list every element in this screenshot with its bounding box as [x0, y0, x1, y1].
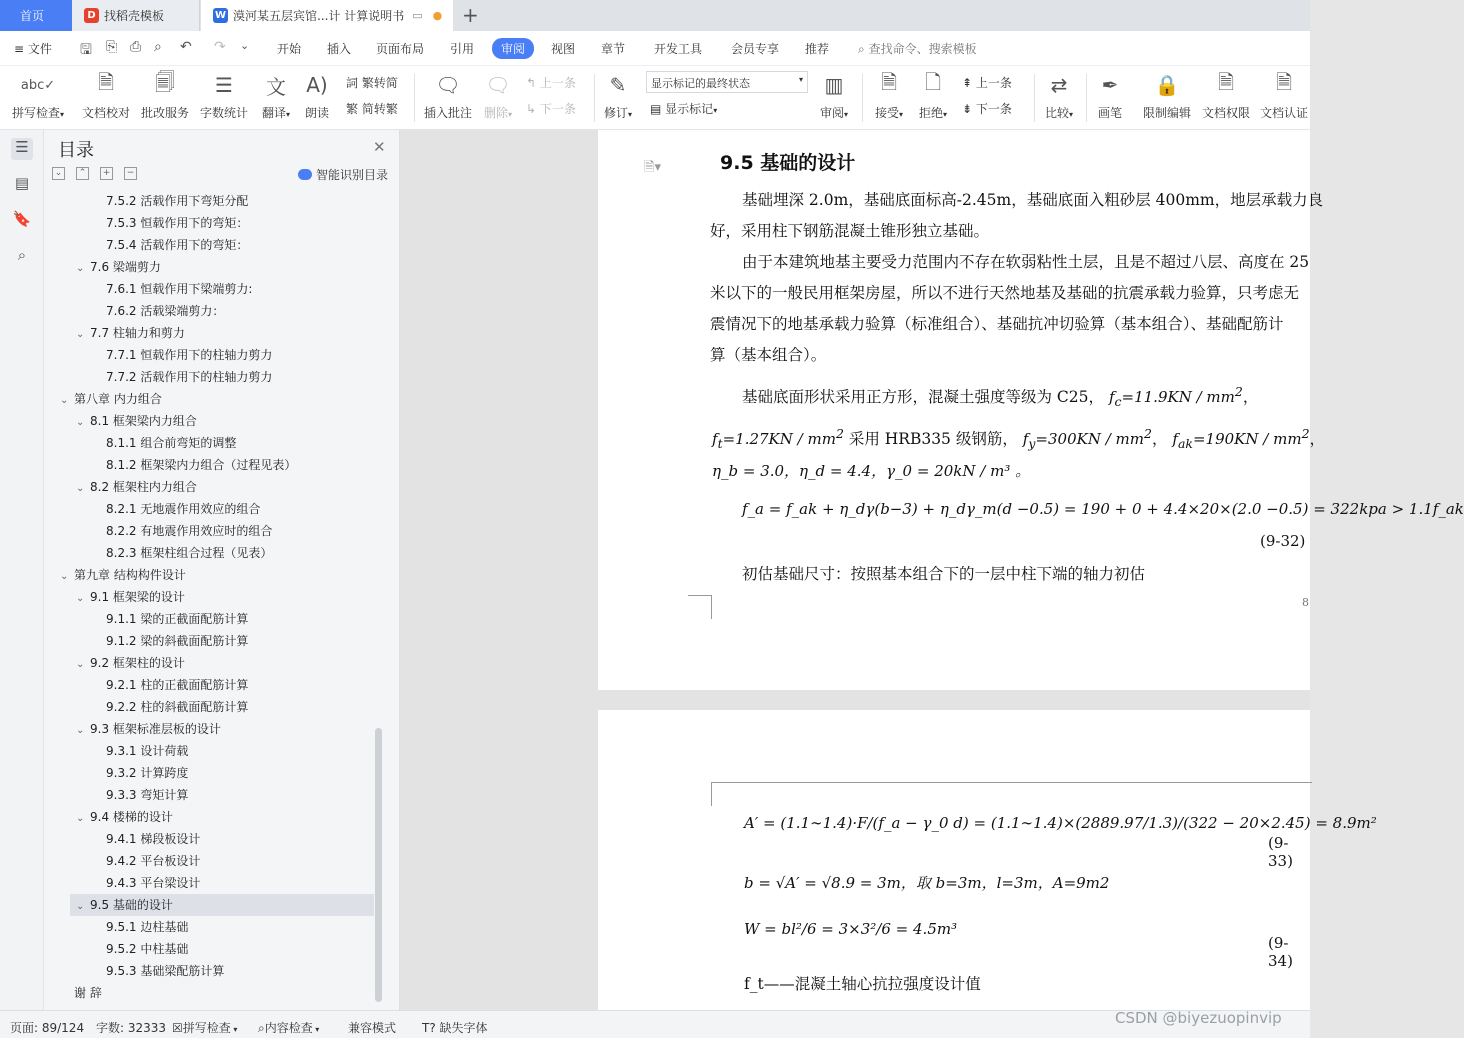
toc-item[interactable]	[76, 652, 185, 674]
formula-fak: $f_{ak}=190KN / mm^2$	[1172, 426, 1310, 451]
lock-doc-icon: 🔒	[1154, 73, 1180, 97]
page-indicator[interactable]: 页面: 89/124	[10, 1021, 85, 1035]
reject-button[interactable]: 🗋 拒绝▾	[918, 70, 948, 120]
read-aloud-button[interactable]	[300, 70, 334, 121]
formula-superscript: 2	[1234, 384, 1243, 399]
formula-fc	[1108, 384, 1243, 409]
chevron-down-icon[interactable]: ⌄	[76, 659, 85, 670]
add-heading-icon[interactable]: +	[100, 167, 113, 180]
monitor-icon[interactable]: ▭	[412, 9, 423, 22]
toc-item-label: 谢 辞	[74, 986, 102, 1000]
menu-chapter[interactable]: 章节	[601, 42, 626, 56]
toc-item[interactable]	[106, 234, 248, 256]
accept-label: 接受	[874, 106, 899, 120]
simp-to-trad-button[interactable]	[346, 100, 398, 117]
tab-document-label: 漠河某五层宾馆...计 计算说明书	[233, 9, 405, 23]
toc-item[interactable]	[70, 894, 374, 916]
toc-item[interactable]	[76, 806, 173, 828]
section-heading: 9.5 基础的设计	[720, 152, 856, 174]
collapse-all-icon[interactable]: ⌄	[52, 167, 65, 180]
paragraph-line: 震情况下的地基承载力验算（标准组合）、基础抗冲切验算（基本组合）、基础配筋计	[710, 315, 1284, 333]
formula-ft: $f_t=1.27KN / mm^2$	[712, 426, 844, 451]
equation-number: (9-32)	[1260, 532, 1306, 550]
formula-value: =1.27KN / mm	[722, 430, 836, 448]
status-bar	[0, 1010, 1310, 1038]
status-spell-check-label: 拼写检查	[182, 1021, 231, 1035]
formula-subscript: y	[1028, 436, 1036, 451]
toc-scrollbar[interactable]	[375, 728, 382, 1002]
toc-title: 目录	[58, 140, 94, 161]
next-change-icon: ⇟	[962, 102, 973, 116]
bookmark-icon[interactable]: 🔖	[12, 210, 32, 228]
docer-icon: D	[84, 8, 99, 23]
word-count-icon: ☰	[215, 73, 233, 97]
compare-icon: ⇄	[1050, 73, 1068, 97]
compare-button[interactable]: ⇄ 比较▾	[1040, 70, 1078, 121]
spell-check-icon: ☒	[172, 1021, 183, 1035]
simp-to-trad-label: 简转繁	[361, 102, 398, 116]
formula-value: =300KN / mm	[1035, 430, 1144, 448]
toc-item-label: 9.4 楼梯的设计	[90, 810, 173, 824]
tab-template[interactable]	[72, 0, 200, 31]
toc-item[interactable]	[106, 740, 188, 762]
toc-item-label: 8.1.2 框架梁内力组合（过程见表）	[106, 458, 297, 472]
watermark: CSDN @biyezuopinvip	[1115, 1009, 1282, 1027]
redo-icon[interactable]: ↷	[214, 39, 226, 55]
paragraph-line: 米以下的一般民用框架房屋，所以不进行天然地基及基础的抗震承载力验算，只考虑无	[710, 284, 1300, 302]
toc-item[interactable]	[106, 432, 236, 454]
prev-change-button[interactable]	[962, 74, 1012, 91]
formula-b: b = √A′ = √8.9 = 3m，取 b=3m，l=3m，A=9m2	[744, 874, 1110, 892]
missing-font-label: 缺失字体	[439, 1021, 488, 1035]
toc-item[interactable]	[106, 608, 248, 630]
tab-home-label: 首页	[20, 9, 45, 23]
page-number: 8	[1302, 596, 1309, 609]
toc-item[interactable]	[76, 586, 185, 608]
compare-label: 比较	[1044, 106, 1069, 120]
close-icon[interactable]: ✕	[373, 138, 386, 156]
prev-comment-button[interactable]	[526, 74, 576, 91]
accept-icon: 🗎	[880, 70, 898, 94]
toc-item[interactable]	[106, 542, 272, 564]
toc-item[interactable]	[106, 212, 248, 234]
chapter-nav-icon[interactable]: ▤	[14, 174, 30, 192]
permission-icon: 🗎	[1217, 70, 1235, 94]
formula-fa: f_a = f_ak + η_dγ(b−3) + η_dγ_m(d −0.5) = 190 + 0 + 4.4×20×(2.0 −0.5) = 322kpa > 1.1f_ak	[742, 500, 1464, 518]
chevron-down-icon[interactable]: ⌄	[60, 571, 69, 582]
toc-item-label: 7.7 柱轴力和剪力	[90, 326, 185, 340]
paragraph-line: 基础底面形状采用正方形，混凝土强度等级为 C25， $f_c=11.9KN / mm^2$，	[742, 384, 1259, 409]
proofread-icon: 🗎	[97, 70, 115, 94]
toc-item[interactable]	[106, 190, 248, 212]
track-changes-label: 修订	[603, 106, 628, 120]
menu-bar	[0, 31, 1310, 66]
menu-start[interactable]: 开始	[277, 42, 302, 56]
formula-subscript: t	[717, 436, 723, 451]
formula-fy: $f_y=300KN / mm^2$	[1022, 426, 1152, 451]
tab-home[interactable]	[0, 0, 72, 31]
chevron-down-icon[interactable]: ⌄	[76, 901, 85, 912]
prev-change-icon: ⇞	[962, 76, 973, 90]
formula-symbol: f	[1172, 430, 1178, 448]
comment-delete-icon: 🗨	[485, 73, 511, 97]
chevron-down-icon: ▾	[798, 75, 803, 84]
reject-label: 拒绝	[918, 106, 943, 120]
toc-item[interactable]	[106, 762, 188, 784]
show-markup-icon: ▤	[650, 102, 662, 116]
toc-pane-icon[interactable]: ☰	[11, 138, 33, 160]
delete-comment-label: 删除	[483, 106, 508, 120]
paragraph-line: 算（基本组合）。	[710, 346, 827, 364]
trad-to-simp-button[interactable]	[346, 74, 398, 91]
markup-mode-value: 显示标记的最终状态	[651, 77, 750, 90]
formula-symbol: f	[1022, 430, 1029, 448]
pen-button[interactable]	[1094, 70, 1126, 121]
abc-check-icon: abc✓	[20, 77, 56, 93]
toc-item[interactable]	[60, 388, 162, 410]
word-count-indicator[interactable]: 字数: 32333	[96, 1021, 167, 1035]
toc-item-label: 8.2.1 无地震作用效应的组合	[106, 502, 261, 516]
restrict-edit-button[interactable]	[1140, 70, 1194, 121]
toc-item-label: 9.1.2 梁的斜截面配筋计算	[106, 634, 249, 648]
menu-dev-tools[interactable]: 开发工具	[654, 42, 703, 56]
command-search[interactable]	[858, 40, 977, 57]
content-check-icon: ⌕	[258, 1021, 265, 1035]
search-icon[interactable]: ⌕	[17, 246, 27, 264]
track-changes-button[interactable]: ✎ 修订▾	[600, 70, 636, 121]
formula-area: A′ = (1.1∼1.4)·F/(f_a − γ_0 d) = (1.1∼1.4)×(2889.97/1.3)/(322 − 20×2.45) = 8.9m²	[744, 814, 1377, 832]
toc-item[interactable]	[106, 872, 200, 894]
chevron-down-icon[interactable]: ⌄	[76, 725, 85, 736]
toc-item-label: 7.7.1 恒载作用下的柱轴力剪力	[106, 348, 273, 362]
translate-button[interactable]: 文 翻译▾	[256, 70, 296, 121]
prev-comment-icon: ↰	[526, 76, 537, 90]
toc-item-label: 9.4.1 梯段板设计	[106, 832, 201, 846]
toc-item-label: 8.1 框架梁内力组合	[90, 414, 197, 428]
review-pane-icon: ▥	[824, 73, 844, 97]
toc-item[interactable]	[106, 850, 200, 872]
formula-subscript: ak	[1177, 436, 1193, 451]
toc-item-label: 9.4.2 平台板设计	[106, 854, 201, 868]
next-comment-icon: ↳	[526, 102, 537, 116]
toc-item-label: 9.5.1 边柱基础	[106, 920, 189, 934]
toc-pane	[44, 130, 400, 1010]
toc-item[interactable]	[106, 520, 272, 542]
restrict-edit-label: 限制编辑	[1142, 106, 1191, 120]
customize-chevron-icon[interactable]: ⌄	[240, 39, 250, 52]
toc-item[interactable]	[76, 410, 197, 432]
spell-check-button[interactable]: abc✓ 拼写检查▾	[10, 70, 66, 121]
paragraph-text: 基础底面形状采用正方形，混凝土强度等级为 C25，	[742, 388, 1105, 406]
toc-item[interactable]	[60, 564, 186, 586]
batch-service-button[interactable]	[140, 70, 190, 121]
toc-item-label: 9.5 基础的设计	[90, 898, 173, 912]
compat-mode: 兼容模式	[348, 1021, 397, 1035]
symbol-definition: f_t——混凝土轴心抗拉强度设计值	[744, 975, 981, 993]
status-content-check[interactable]: ⌕内容检查 ▾	[258, 1021, 320, 1035]
paragraph-handle-icon[interactable]: 🗎▾	[644, 160, 661, 175]
remove-heading-icon[interactable]: −	[124, 167, 137, 180]
chevron-down-icon[interactable]: ⌄	[60, 395, 69, 406]
chevron-down-icon[interactable]: ⌄	[76, 417, 85, 428]
save-icon[interactable]: 🖫	[80, 42, 92, 58]
paragraph-line: 好，采用柱下钢筋混凝土锥形独立基础。	[710, 222, 990, 240]
toc-item-label: 第八章 内力组合	[74, 392, 162, 406]
menu-file-label: 文件	[27, 42, 52, 56]
smart-toc-label: 智能识别目录	[316, 168, 389, 182]
toc-item[interactable]	[76, 476, 197, 498]
divider	[1034, 74, 1035, 122]
next-comment-button[interactable]	[526, 100, 576, 117]
menu-view[interactable]: 视图	[551, 42, 576, 56]
next-comment-label: 下一条	[539, 102, 576, 116]
tab-bar	[0, 0, 1310, 31]
toc-item[interactable]	[106, 916, 188, 938]
word-count-button[interactable]	[198, 70, 250, 121]
chevron-down-icon[interactable]: ⌄	[76, 593, 85, 604]
read-aloud-label: 朗读	[304, 106, 329, 120]
export-icon[interactable]: ⎘	[106, 39, 118, 55]
track-changes-icon: ✎	[609, 73, 627, 97]
menu-file[interactable]	[14, 40, 52, 57]
status-spell-check[interactable]: ☒拼写检查 ▾	[172, 1021, 238, 1035]
command-search-label: 查找命令、搜索模板	[868, 42, 977, 56]
toc-item[interactable]	[106, 454, 296, 476]
accept-button[interactable]: 🗎 接受▾	[874, 70, 904, 120]
show-markup-label: 显示标记	[665, 102, 714, 116]
review-ribbon	[0, 66, 1310, 130]
formula-coefficients: η_b = 3.0，η_d = 4.4，γ_0 = 20kN / m³ 。	[712, 462, 1031, 480]
toc-item[interactable]	[106, 784, 188, 806]
toc-item-label: 9.4.3 平台梁设计	[106, 876, 201, 890]
paragraph-text: 采用 HRB335 级钢筋，	[848, 430, 1018, 448]
chevron-down-icon[interactable]: ⌄	[76, 483, 85, 494]
status-content-check-label: 内容检查	[264, 1021, 313, 1035]
formula-value: =190KN / mm	[1192, 430, 1302, 448]
toc-item-label: 9.3.1 设计荷载	[106, 744, 189, 758]
toc-item-label: 9.2.1 柱的正截面配筋计算	[106, 678, 249, 692]
pen-label: 画笔	[1097, 106, 1122, 120]
doc-proofread-label: 文档校对	[81, 106, 130, 120]
menu-insert[interactable]: 插入	[327, 42, 352, 56]
insert-comment-button[interactable]	[422, 70, 474, 121]
toc-item-label: 9.1.1 梁的正截面配筋计算	[106, 612, 249, 626]
toc-item-label: 7.7.2 活载作用下的柱轴力剪力	[106, 370, 273, 384]
review-pane-button[interactable]: ▥ 审阅▾	[816, 70, 852, 121]
toc-item[interactable]	[76, 322, 185, 344]
toc-item-label: 7.6.2 活载梁端剪力：	[106, 304, 225, 318]
formula-symbol: f	[1108, 388, 1115, 406]
doc-certify-button[interactable]	[1258, 70, 1310, 121]
missing-font-button[interactable]	[422, 1019, 488, 1036]
toc-item-label: 9.2.2 柱的斜截面配筋计算	[106, 700, 249, 714]
formula-W: W = bl²/6 = 3×3²/6 = 4.5m³	[744, 920, 958, 938]
menu-recommend[interactable]: 推荐	[805, 42, 830, 56]
doc-proofread-button[interactable]	[80, 70, 132, 121]
certify-icon: 🗎	[1275, 70, 1293, 94]
crop-mark	[688, 595, 712, 619]
prev-change-label: 上一条	[975, 76, 1012, 90]
paragraph-line: 由于本建筑地基主要受力范围内不存在软弱粘性土层，且是不超过八层、高度在 25	[742, 253, 1310, 271]
paragraph-line: 基础埋深 2.0m，基础底面标高-2.45m，基础底面入粗砂层 400mm，地层承载力良	[742, 191, 1324, 209]
formula-subscript: c	[1114, 394, 1122, 409]
divider	[1086, 74, 1087, 122]
equation-number: (9-33)	[1268, 834, 1293, 870]
tab-template-label: 找稻壳模板	[104, 9, 165, 23]
toc-item-label: 7.5.2 活载作用下弯矩分配	[106, 194, 249, 208]
toc-item-label: 7.6 梁端剪力	[90, 260, 161, 274]
doc-permission-button[interactable]	[1200, 70, 1252, 121]
divider	[414, 74, 415, 122]
undo-icon[interactable]: ↶	[180, 39, 192, 55]
document-page	[598, 710, 1377, 1010]
crop-mark	[688, 782, 712, 806]
toc-item[interactable]	[106, 630, 248, 652]
toc-item-label: 9.2 框架柱的设计	[90, 656, 185, 670]
toc-item[interactable]	[106, 696, 248, 718]
menu-reference[interactable]: 引用	[450, 42, 475, 56]
menu-page-layout[interactable]: 页面布局	[376, 42, 425, 56]
toc-item-label: 9.5.2 中柱基础	[106, 942, 189, 956]
trad-to-simp-label: 繁转简	[361, 76, 398, 90]
toc-item-label: 8.2.3 框架柱组合过程（见表）	[106, 546, 273, 560]
toc-item-label: 9.5.3 基础梁配筋计算	[106, 964, 225, 978]
toc-item[interactable]	[106, 828, 200, 850]
reject-icon: 🗋	[924, 70, 942, 94]
doc-certify-label: 文档认证	[1259, 106, 1308, 120]
review-pane-label: 审阅	[819, 106, 844, 120]
show-markup-button[interactable]: ▤ 显示标记▾	[650, 102, 718, 116]
new-tab-plus-icon[interactable]: +	[462, 3, 479, 27]
equation-number: (9-34)	[1268, 934, 1293, 970]
smart-toc-icon	[298, 169, 312, 180]
translate-icon: 文	[266, 74, 286, 99]
pen-icon: ✒	[1101, 73, 1119, 97]
toc-item[interactable]	[106, 366, 272, 388]
formula-value: =11.9KN / mm	[1121, 388, 1235, 406]
missing-font-icon: T?	[422, 1021, 436, 1035]
toc-item-label: 9.3.2 计算跨度	[106, 766, 189, 780]
toc-item[interactable]	[76, 718, 221, 740]
paragraph-line: 初估基础尺寸：按照基本组合下的一层中柱下端的轴力初估	[742, 565, 1146, 583]
tab-document[interactable]	[201, 0, 453, 31]
menu-member[interactable]: 会员专享	[731, 42, 780, 56]
toc-item-label: 9.3 框架标准层板的设计	[90, 722, 221, 736]
chevron-down-icon[interactable]: ⌄	[76, 813, 85, 824]
toc-item-label: 7.6.1 恒载作用下梁端剪力:	[106, 282, 253, 296]
spell-check-label: 拼写检查	[11, 106, 60, 120]
word-count-label: 字数统计	[199, 106, 248, 120]
trad-simp-icon: 詞	[346, 76, 359, 90]
translate-label: 翻译	[261, 106, 286, 120]
toc-item[interactable]	[106, 498, 260, 520]
toc-item-label: 8.2 框架柱内力组合	[90, 480, 197, 494]
wps-writer-icon: W	[214, 10, 227, 21]
batch-service-label: 批改服务	[140, 106, 189, 120]
batch-review-icon: 🗐	[155, 70, 175, 94]
comment-plus-icon: 🗨	[435, 73, 461, 97]
toc-item-label: 9.1 框架梁的设计	[90, 590, 185, 604]
toc-item[interactable]	[74, 982, 102, 1004]
toc-item-label: 7.5.4 活载作用下的弯矩：	[106, 238, 249, 252]
toc-item[interactable]	[106, 674, 248, 696]
toc-item[interactable]	[106, 278, 252, 300]
print-preview-icon[interactable]: ⌕	[154, 39, 162, 55]
simp-trad-icon: 繁	[346, 102, 359, 116]
document-area	[400, 130, 1464, 1010]
toc-item-label: 7.5.3 恒载作用下的弯矩：	[106, 216, 249, 230]
toc-item[interactable]	[106, 300, 224, 322]
toc-item-label: 8.1.1 组合前弯矩的调整	[106, 436, 237, 450]
toc-list	[44, 190, 379, 1010]
toc-item-label: 8.2.2 有地震作用效应时的组合	[106, 524, 273, 538]
toc-item[interactable]	[106, 344, 272, 366]
search-icon: ⌕	[858, 42, 865, 56]
unsaved-dot-icon: ●	[432, 9, 443, 22]
chevron-down-icon[interactable]: ⌄	[76, 329, 85, 340]
toc-item[interactable]	[106, 960, 224, 982]
hamburger-icon: ≡	[14, 42, 25, 56]
page-top-line	[712, 782, 1312, 783]
divider	[862, 74, 863, 122]
prev-comment-label: 上一条	[539, 76, 576, 90]
smart-toc-button[interactable]	[298, 166, 388, 183]
toc-item[interactable]	[106, 938, 188, 960]
insert-comment-label: 插入批注	[423, 106, 472, 120]
menu-review[interactable]: 审阅	[492, 38, 534, 59]
next-change-label: 下一条	[975, 102, 1012, 116]
divider	[594, 74, 595, 122]
chevron-down-icon[interactable]: ⌄	[76, 263, 85, 274]
toc-item-label: 9.3.3 弯矩计算	[106, 788, 189, 802]
formula-symbol: f	[712, 430, 718, 448]
doc-permission-label: 文档权限	[1201, 106, 1250, 120]
markup-mode-select[interactable]	[646, 71, 808, 93]
side-icon-strip	[0, 130, 44, 1010]
next-change-button[interactable]	[962, 100, 1012, 117]
document-page	[598, 130, 1464, 690]
read-aloud-icon: A)	[306, 73, 328, 97]
delete-comment-button[interactable]: 🗨 删除▾	[480, 70, 516, 121]
toc-item-label: 第九章 结构构件设计	[74, 568, 186, 582]
print-icon[interactable]: ⎙	[130, 39, 142, 55]
expand-up-icon[interactable]: ⌃	[76, 167, 89, 180]
paragraph-line: $f_t=1.27KN / mm^2$ 采用 HRB335 级钢筋， $f_y=300KN / mm^2$， $f_{ak}=190KN / mm^2$，	[712, 426, 1326, 451]
toc-item[interactable]	[76, 256, 161, 278]
